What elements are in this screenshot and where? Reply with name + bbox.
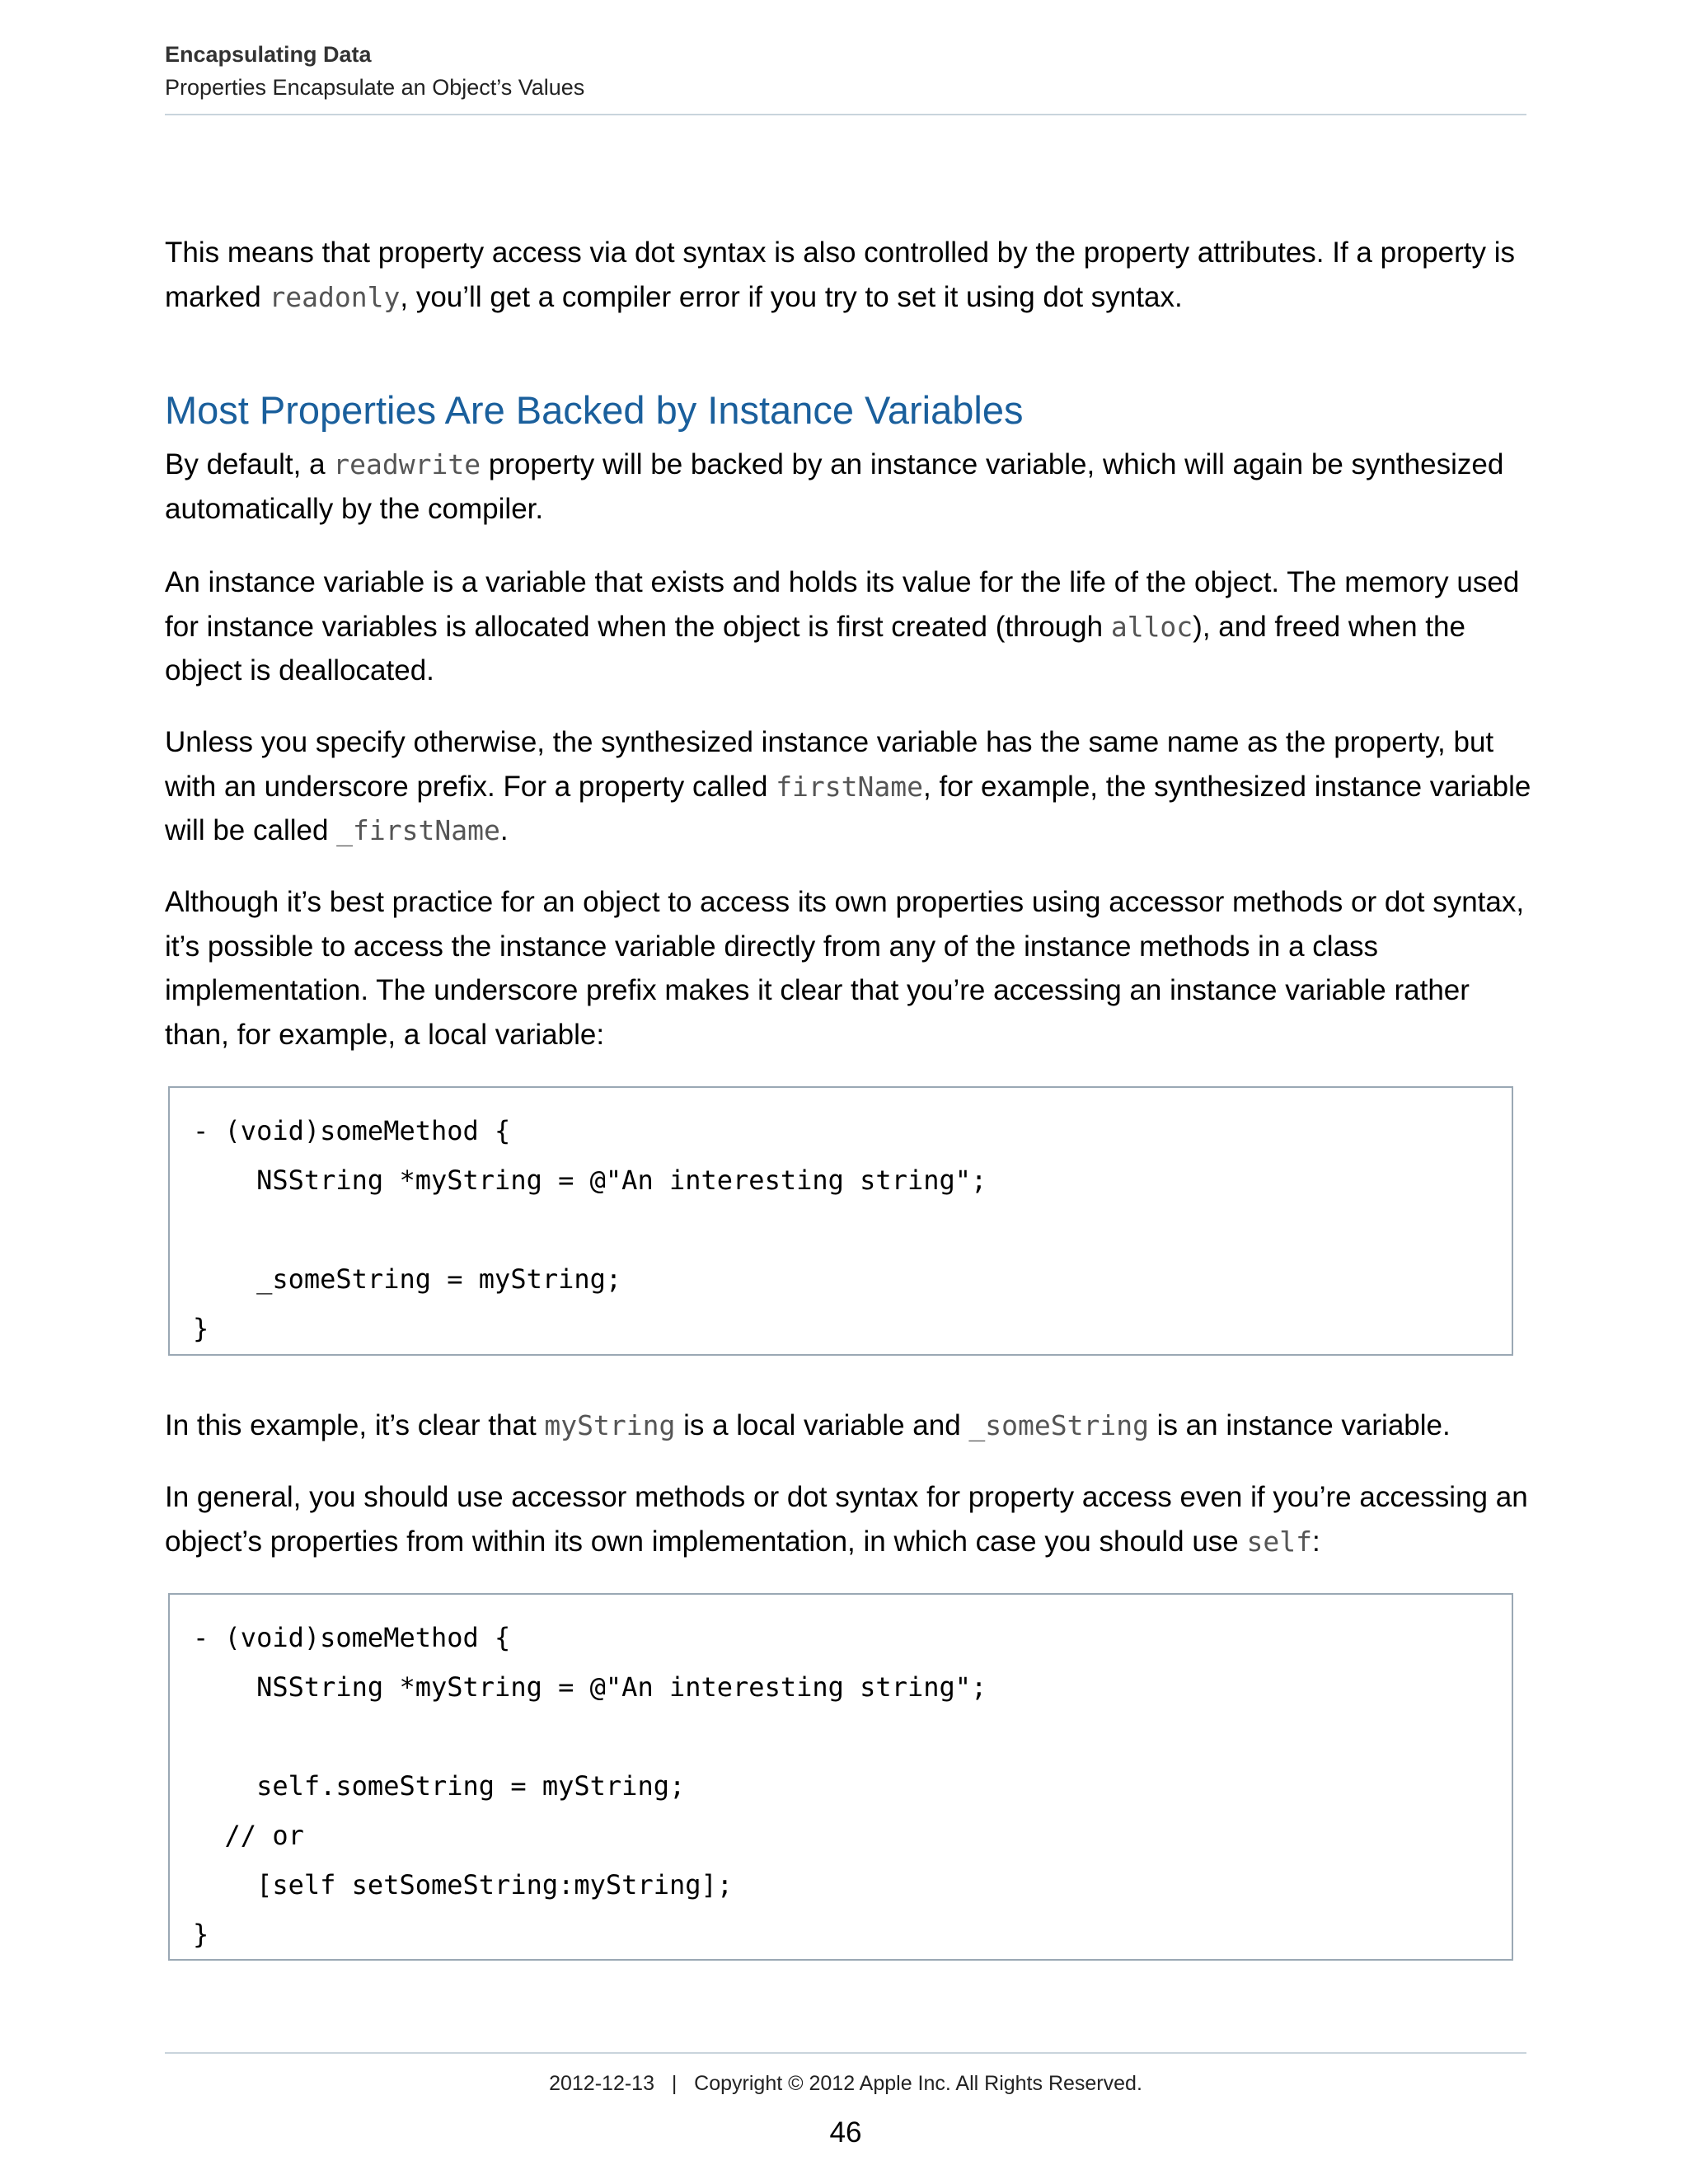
page-footer [165, 2067, 1526, 2100]
paragraph-instance-variable [165, 560, 1533, 693]
p5-text-3: is an instance variable. [1148, 1409, 1451, 1441]
code-line: NSString *myString = @"An interesting string"; [193, 1165, 987, 1196]
intro-paragraph [165, 231, 1533, 319]
code-listing-2 [168, 1593, 1513, 1961]
code-line [193, 1205, 1512, 1254]
code-listing-1 [168, 1086, 1513, 1356]
paragraph-underscore-prefix [165, 720, 1533, 853]
footer-copyright: Copyright © 2012 Apple Inc. All Rights Reserved. [694, 2072, 1142, 2095]
inline-code-underscore-firstname: _firstName [336, 814, 500, 846]
code-line: } [193, 1313, 209, 1344]
header-chapter-title: Encapsulating Data [165, 42, 372, 67]
p1-text-1: By default, a [165, 448, 334, 480]
code-line: self.someString = myString; [193, 1770, 686, 1802]
code-line: // or [193, 1820, 304, 1851]
inline-code-self: self [1246, 1525, 1312, 1558]
p4-text: Although it’s best practice for an object to access its own properties using accessor methods or dot syntax, it’s possible to access the instance variable directly from any of the instance methods in a class implementation. The underscore prefix makes it clear that you’re accessing an instance variable rather than, for example, a local variable: [165, 886, 1525, 1051]
p6-text-2: : [1311, 1525, 1320, 1558]
p2-text-1: An instance variable is a variable that exists and holds its value for the life of the object. The memory used for instance variables is allocated when the object is first created (through [165, 566, 1520, 643]
document-page [165, 0, 1531, 2184]
code-line [193, 1712, 1512, 1761]
code-line: _someString = myString; [193, 1263, 622, 1295]
code-line: - (void)someMethod { [193, 1115, 511, 1146]
code-line: - (void)someMethod { [193, 1622, 511, 1653]
inline-code-readwrite: readwrite [333, 448, 481, 480]
inline-code-mystring: myString [544, 1409, 676, 1441]
header-section-title: Properties Encapsulate an Object’s Values [165, 75, 585, 100]
paragraph-best-practice [165, 880, 1533, 1057]
footer-separator: | [671, 2072, 678, 2095]
p1-text-2: property will be backed by an instance variable, which will again be synthesized automatically by the compiler. [165, 448, 1504, 525]
p2-text-2: ), and freed when the object is deallocated. [165, 610, 1465, 687]
page-header [165, 38, 1526, 104]
code-line: [self setSomeString:myString]; [193, 1869, 734, 1900]
section-heading: Most Properties Are Backed by Instance Variables [165, 388, 1024, 432]
inline-code-somestring: _someString [968, 1409, 1149, 1441]
p5-text-2: is a local variable and [675, 1409, 969, 1441]
footer-date: 2012-12-13 [549, 2072, 654, 2095]
page-number: 46 [829, 2116, 862, 2149]
footer-divider [165, 2052, 1526, 2054]
inline-code-firstname: firstName [776, 770, 923, 803]
p3-text-2: , for example, the synthesized instance variable will be called [165, 770, 1531, 846]
inline-code-alloc: alloc [1110, 610, 1193, 643]
paragraph-readwrite [165, 443, 1533, 531]
code-line: } [193, 1919, 209, 1950]
intro-text-1: This means that property access via dot syntax is also controlled by the property attributes. If a property is marked [165, 237, 1515, 313]
header-divider [165, 114, 1526, 115]
p3-text-3: . [499, 814, 509, 846]
paragraph-accessor-methods [165, 1475, 1533, 1563]
paragraph-local-variable [165, 1404, 1533, 1448]
p3-text-1: Unless you specify otherwise, the synthesized instance variable has the same name as the property, but with an underscore prefix. For a property called [165, 726, 1494, 803]
p5-text-1: In this example, it’s clear that [165, 1409, 545, 1441]
p6-text-1: In general, you should use accessor methods or dot syntax for property access even if you’re accessing an object’s properties from within its own implementation, in which case you should use [165, 1481, 1528, 1558]
inline-code-readonly: readonly [269, 280, 401, 313]
code-line: NSString *myString = @"An interesting string"; [193, 1671, 987, 1703]
intro-text-2: , you’ll get a compiler error if you try to set it using dot syntax. [400, 280, 1183, 313]
